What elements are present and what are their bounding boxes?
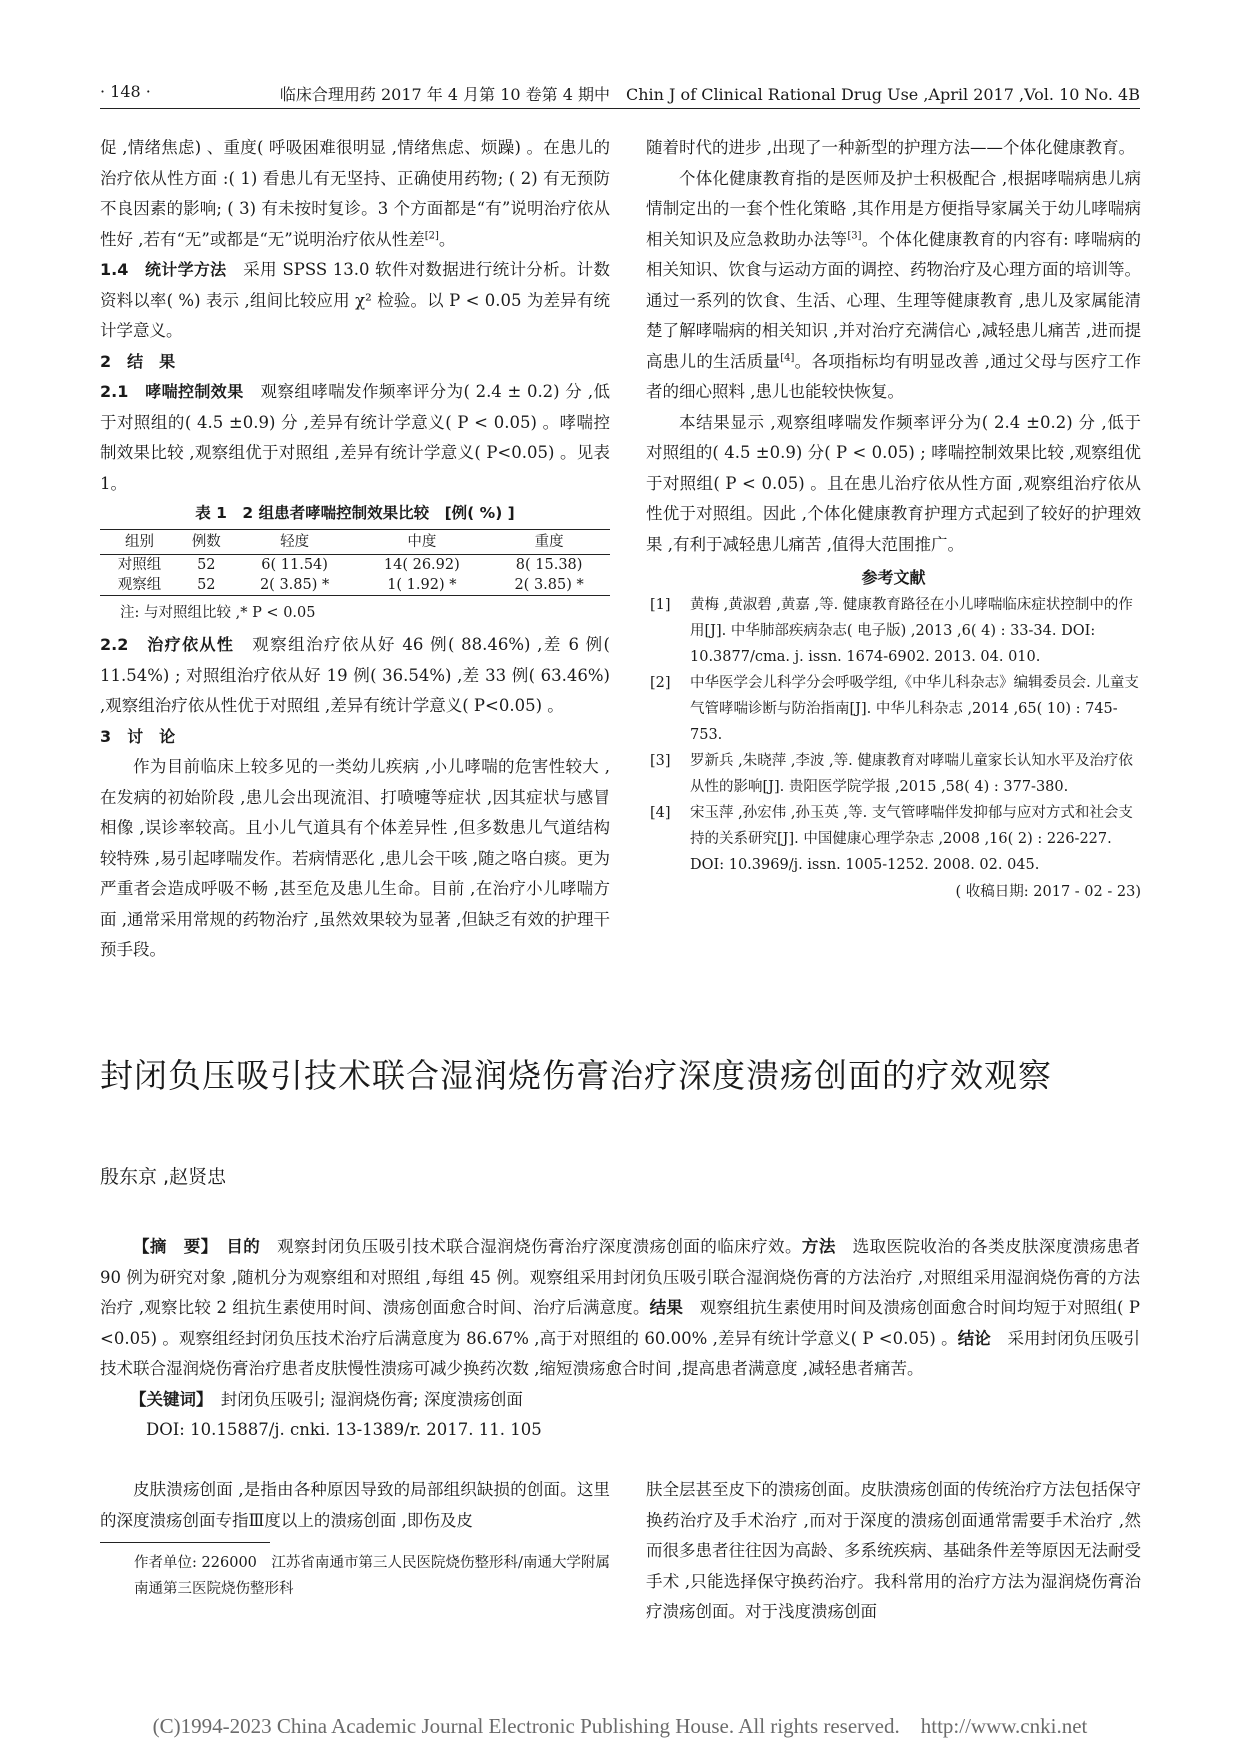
table-cell: 2( 3.85) * bbox=[234, 575, 356, 596]
paragraph: 个体化健康教育指的是医师及护士积极配合 ,根据哮喘病患儿病情制定出的一套个性化策略 ,其作用是方便指导家属关于幼儿哮喘病相关知识及应急救助办法等[3]。个体化健康教育的内容有: 哮喘病的相关知识、饮食与运动方面的调控、药物治疗及心理方面的培训等。通过一系列的饮食、生活、心理、生理等健康教育 ,患儿及家属能清楚了解哮喘病的相关知识 ,并对治疗充满信心 ,减轻患儿痛苦 ,进而提高患儿的生活质量[4]。各项指标均有明显改善 ,通过父母与医疗工作者的细心照料 ,患儿也能较快恢复。 bbox=[646, 168, 1142, 401]
header-rule bbox=[100, 108, 1140, 109]
reference-number: [1] bbox=[650, 597, 671, 613]
table-note: 注: 与对照组比较 ,* P < 0.05 bbox=[120, 605, 316, 621]
reference-item: [1] 黄梅 ,黄淑碧 ,黄嘉 ,等. 健康教育路径在小儿哮喘临床症状控制中的作用[J]. 中华肺部疾病杂志( 电子版) ,2013 ,6( 4) : 33-34. DOI: 10.3877/cma. j. issn. 1674-6902. 2013. 04. 010. bbox=[646, 592, 1141, 670]
results-table bbox=[100, 529, 610, 596]
citation: [3] bbox=[847, 230, 862, 241]
table-row bbox=[100, 575, 610, 596]
paragraph: 促 ,情绪焦虑) 、重度( 呼吸困难很明显 ,情绪焦虑、烦躁) 。在患儿的治疗依从性方面 :( 1) 看患儿有无坚持、正确使用药物; ( 2) 有无预防不良因素的影响; ( 3) 有未按时复诊。3 个方面都是“有”说明治疗依从性好 ,若有“无”或都是“无”说明治疗依从性差[2]。 bbox=[100, 138, 610, 249]
paragraph: 随着时代的进步 ,出现了一种新型的护理方法——个体化健康教育。 bbox=[646, 138, 1135, 157]
right-column bbox=[646, 133, 1141, 906]
table-header: 轻度 bbox=[234, 530, 356, 555]
table-header: 中度 bbox=[355, 530, 488, 555]
table-cell: 52 bbox=[197, 557, 216, 573]
copyright-watermark: (C)1994-2023 China Academic Journal Electronic Publishing House. All rights reserved. http://www.cnki.net bbox=[152, 1714, 1088, 1738]
paragraph: 皮肤溃疡创面 ,是指由各种原因导致的局部组织缺损的创面。这里的深度溃疡创面专指Ⅲ度以上的溃疡创面 ,即伤及皮 bbox=[100, 1480, 610, 1530]
table-cell: 14( 26.92) bbox=[383, 557, 460, 573]
table-header: 重度 bbox=[488, 530, 610, 555]
citation: [2] bbox=[424, 230, 439, 241]
reference-item: [4] 宋玉萍 ,孙宏伟 ,孙玉英 ,等. 支气管哮喘伴发抑郁与应对方式和社会支持的关系研究[J]. 中国健康心理学杂志 ,2008 ,16( 2) : 226-227. DOI: 10.3969/j. issn. 1005-1252. 2008. 02. 045. bbox=[646, 800, 1141, 878]
section-2-2: 2.2 治疗依从性 观察组治疗依从好 46 例( 88.46%) ,差 6 例( 11.54%) ; 对照组治疗依从好 19 例( 36.54%) ,差 33 例( 63.46%) ,观察组治疗依从性优于对照组 ,差异有统计学意义( P<0.05) 。 bbox=[100, 635, 610, 715]
table-header: 组别 bbox=[100, 530, 179, 555]
running-header bbox=[100, 82, 1140, 106]
author-affiliation: 作者单位: 226000 江苏省南通市第三人民医院烧伤整形科/南通大学附属南通第三医院烧伤整形科 bbox=[134, 1555, 610, 1597]
table-caption: 表 1 2 组患者哮喘控制效果比较 [例( %) ] bbox=[195, 504, 515, 522]
citation: [4] bbox=[780, 352, 795, 363]
table-cell: 观察组 bbox=[100, 575, 179, 596]
reference-number: [2] bbox=[650, 675, 671, 691]
table-cell: 2( 3.85) * bbox=[488, 575, 610, 596]
section-heading: 2 结 果 bbox=[100, 351, 176, 371]
section-heading: 2.1 哮喘控制效果 bbox=[100, 382, 244, 401]
section-heading: 1.4 统计学方法 bbox=[100, 260, 227, 279]
section-heading: 3 讨 论 bbox=[100, 726, 176, 746]
paragraph: 本结果显示 ,观察组哮喘发作频率评分为( 2.4 ±0.2) 分 ,低于对照组的( 4.5 ±0.9) 分( P < 0.05) ; 哮喘控制效果比较 ,观察组优于对照组( P < 0.05) 。且在患儿治疗依从性方面 ,观察组治疗依从性优于对照组。因此 ,个体化健康教育护理方式起到了较好的护理效果 ,有利于减轻患儿痛苦 ,值得大范围推广。 bbox=[646, 412, 1141, 554]
doi: DOI: 10.15887/j. cnki. 13-1389/r. 2017. 11. 105 bbox=[146, 1420, 542, 1439]
received-date: ( 收稿日期: 2017 - 02 - 23) bbox=[955, 884, 1141, 900]
references-title: 参考文献 bbox=[861, 568, 926, 587]
table-row bbox=[100, 555, 610, 576]
page-number: · 148 · bbox=[100, 82, 151, 101]
article-body-right bbox=[646, 1475, 1141, 1628]
section-1-4: 1.4 统计学方法 采用 SPSS 13.0 软件对数据进行统计分析。计数资料以率( %) 表示 ,组间比较应用 χ² 检验。以 P < 0.05 为差异有统计学意义。 bbox=[100, 260, 610, 340]
reference-item: [2] 中华医学会儿科学分会呼吸学组,《中华儿科杂志》编辑委员会. 儿童支气管哮喘诊断与防治指南[J]. 中华儿科杂志 ,2014 ,65( 10) : 745-753. bbox=[646, 670, 1141, 748]
left-column bbox=[100, 133, 610, 966]
table-cell: 1( 1.92) * bbox=[355, 575, 488, 596]
reference-number: [4] bbox=[650, 805, 671, 821]
discussion-paragraph: 作为目前临床上较多见的一类幼儿疾病 ,小儿哮喘的危害性较大 ,在发病的初始阶段 ,患儿会出现流泪、打喷嚏等症状 ,因其症状与感冒相像 ,误诊率较高。且小儿气道具有个体差异性 ,但多数患儿气道结构较特殊 ,易引起哮喘发作。若病情恶化 ,患儿会干咳 ,随之咯白痰。更为严重者会造成呼吸不畅 ,甚至危及患儿生命。目前 ,在治疗小儿哮喘方面 ,通常采用常规的药物治疗 ,虽然效果较为显著 ,但缺乏有效的护理干预手段。 bbox=[100, 757, 610, 959]
abstract-block bbox=[100, 1232, 1140, 1446]
abstract: 【摘 要】 目的 观察封闭负压吸引技术联合湿润烧伤膏治疗深度溃疡创面的临床疗效。方法 选取医院收治的各类皮肤深度溃疡患者 90 例为研究对象 ,随机分为观察组和对照组 ,每组 45 例。观察组采用封闭负压吸引联合湿润烧伤膏的方法治疗 ,对照组采用湿润烧伤膏的方法治疗 ,观察比较 2 组抗生素使用时间、溃疡创面愈合时间、治疗后满意度。结果 观察组抗生素使用时间及溃疡创面愈合时间均短于对照组( P <0.05) 。观察组经封闭负压技术治疗后满意度为 86.67% ,高于对照组的 60.00% ,差异有统计学意义( P <0.05) 。结论 采用封闭负压吸引技术联合湿润烧伤膏治疗患者皮肤慢性溃疡可减少换药次数 ,缩短溃疡愈合时间 ,提高患者满意度 ,减轻患者痛苦。 bbox=[100, 1237, 1141, 1378]
table-cell: 52 bbox=[179, 575, 234, 596]
table-cell: 6( 11.54) bbox=[261, 557, 328, 573]
reference-number: [3] bbox=[650, 753, 671, 769]
section-heading: 2.2 治疗依从性 bbox=[100, 635, 235, 654]
journal-line: 临床合理用药 2017 年 4 月第 10 卷第 4 期中 Chin J of Clinical Rational Drug Use ,April 2017 ,Vol. 10 No. 4B bbox=[279, 85, 1140, 104]
table-cell: 对照组 bbox=[117, 557, 162, 573]
article-body-left bbox=[100, 1475, 610, 1536]
keywords: 【关键词】 封闭负压吸引; 湿润烧伤膏; 深度溃疡创面 bbox=[130, 1389, 523, 1409]
article-authors: 殷东京 ,赵贤忠 bbox=[100, 1166, 227, 1188]
table-header: 例数 bbox=[179, 530, 234, 555]
reference-item: [3] 罗新兵 ,朱晓萍 ,李波 ,等. 健康教育对哮喘儿童家长认知水平及治疗依从性的影响[J]. 贵阳医学院学报 ,2015 ,58( 4) : 377-380. bbox=[646, 748, 1141, 800]
paragraph: 肤全层甚至皮下的溃疡创面。皮肤溃疡创面的传统治疗方法包括保守换药治疗及手术治疗 ,而对于深度的溃疡创面通常需要手术治疗 ,然而很多患者往往因为高龄、多系统疾病、基础条件差等原因无法耐受手术 ,只能选择保守换药治疗。我科常用的治疗方法为湿润烧伤膏治疗溃疡创面。对于浅度溃疡创面 bbox=[646, 1480, 1141, 1621]
footnote-rule bbox=[100, 1542, 270, 1543]
article-title: 封闭负压吸引技术联合湿润烧伤膏治疗深度溃疡创面的疗效观察 bbox=[100, 1056, 1052, 1095]
section-2-1: 2.1 哮喘控制效果 观察组哮喘发作频率评分为( 2.4 ± 0.2) 分 ,低于对照组的( 4.5 ±0.9) 分 ,差异有统计学意义( P < 0.05) 。哮喘控制效果比较 ,观察组优于对照组 ,差异有统计学意义( P<0.05) 。见表 1。 bbox=[100, 382, 610, 493]
table-cell: 8( 15.38) bbox=[515, 557, 583, 573]
